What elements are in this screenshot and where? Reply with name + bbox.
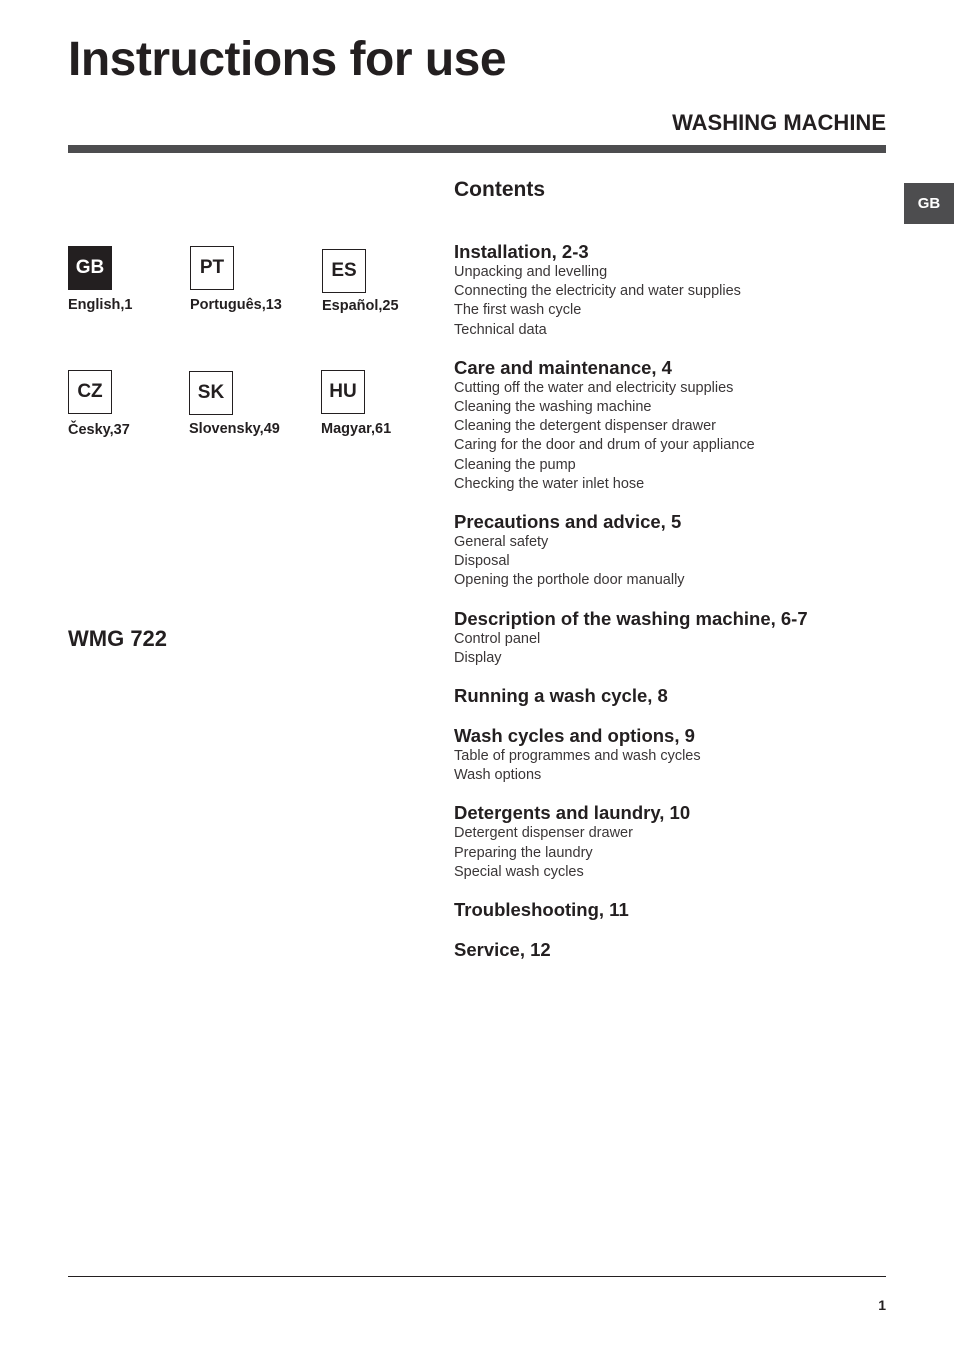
toc-item[interactable]: Wash options bbox=[454, 767, 542, 784]
toc-section-title[interactable]: Troubleshooting, 11 bbox=[454, 899, 629, 921]
toc-item[interactable]: Table of programmes and wash cycles bbox=[454, 748, 701, 765]
language-sk[interactable] bbox=[189, 371, 280, 437]
toc-section-title[interactable]: Precautions and advice, 5 bbox=[454, 511, 682, 533]
language-cz[interactable] bbox=[68, 370, 130, 438]
footer-divider bbox=[68, 1276, 886, 1277]
toc-section-running bbox=[454, 684, 884, 707]
toc-item[interactable]: General safety bbox=[454, 534, 549, 551]
language-side-tab: GB bbox=[904, 183, 954, 224]
toc-item[interactable]: Cutting off the water and electricity supplies bbox=[454, 379, 734, 396]
toc-item[interactable]: Cleaning the detergent dispenser drawer bbox=[454, 418, 716, 435]
model-name: WMG 722 bbox=[68, 626, 168, 651]
toc-item[interactable]: Preparing the laundry bbox=[454, 844, 593, 861]
toc-item[interactable]: Display bbox=[454, 649, 502, 666]
contents-heading: Contents bbox=[454, 178, 545, 201]
toc-section-title[interactable]: Service, 12 bbox=[454, 939, 551, 961]
toc-item[interactable]: Opening the porthole door manually bbox=[454, 572, 685, 589]
toc-item[interactable]: Technical data bbox=[454, 321, 547, 338]
toc-section-title[interactable]: Description of the washing machine, 6-7 bbox=[454, 607, 808, 629]
language-name: Español,25 bbox=[322, 298, 399, 314]
toc-item[interactable]: Disposal bbox=[454, 553, 510, 570]
language-code-badge: HU bbox=[321, 370, 365, 414]
language-pt[interactable] bbox=[190, 246, 282, 313]
language-name: Slovensky,49 bbox=[189, 421, 280, 437]
toc-section-wash-cycles bbox=[454, 724, 884, 785]
toc-section-title[interactable]: Care and maintenance, 4 bbox=[454, 356, 672, 378]
language-name: Magyar,61 bbox=[321, 421, 392, 437]
toc-item[interactable]: Detergent dispenser drawer bbox=[454, 825, 633, 842]
toc-item[interactable]: Checking the water inlet hose bbox=[454, 475, 645, 492]
language-code-badge: SK bbox=[189, 371, 233, 415]
toc-section-care bbox=[454, 356, 884, 494]
language-code-badge: GB bbox=[68, 246, 112, 290]
toc-item[interactable]: Cleaning the washing machine bbox=[454, 399, 652, 416]
toc-section-title[interactable]: Installation, 2-3 bbox=[454, 241, 589, 262]
toc-item[interactable]: Cleaning the pump bbox=[454, 456, 576, 473]
toc-item[interactable]: The first wash cycle bbox=[454, 302, 582, 319]
toc-item[interactable]: Control panel bbox=[454, 630, 541, 647]
language-hu[interactable] bbox=[321, 370, 391, 437]
toc-item[interactable]: Unpacking and levelling bbox=[454, 264, 608, 280]
toc-item[interactable]: Special wash cycles bbox=[454, 863, 584, 880]
toc-section-title[interactable]: Running a wash cycle, 8 bbox=[454, 685, 668, 707]
language-code-badge: ES bbox=[322, 249, 366, 293]
language-name: Česky,37 bbox=[68, 422, 130, 438]
language-name: English,1 bbox=[68, 297, 133, 313]
language-name: Português,13 bbox=[190, 297, 282, 313]
product-type: WASHING MACHINE bbox=[672, 110, 886, 135]
language-gb[interactable] bbox=[68, 246, 132, 313]
toc-section-precautions bbox=[454, 510, 884, 591]
toc-section-detergents bbox=[454, 801, 884, 882]
toc-section-installation bbox=[454, 240, 884, 340]
toc-item[interactable]: Connecting the electricity and water supplies bbox=[454, 283, 741, 300]
page-number: 1 bbox=[878, 1297, 886, 1313]
page-title: Instructions for use bbox=[68, 33, 507, 86]
language-code-badge: PT bbox=[190, 246, 234, 290]
toc-section-description bbox=[454, 607, 884, 668]
language-code-badge: CZ bbox=[68, 370, 112, 414]
toc-section-title[interactable]: Wash cycles and options, 9 bbox=[454, 725, 695, 747]
toc-item[interactable]: Caring for the door and drum of your appliance bbox=[454, 437, 755, 454]
language-es[interactable] bbox=[322, 249, 399, 314]
toc-section-service bbox=[454, 938, 884, 961]
table-of-contents bbox=[454, 240, 884, 978]
toc-section-troubleshooting bbox=[454, 898, 884, 921]
toc-section-title[interactable]: Detergents and laundry, 10 bbox=[454, 802, 691, 824]
header-divider bbox=[68, 145, 886, 153]
